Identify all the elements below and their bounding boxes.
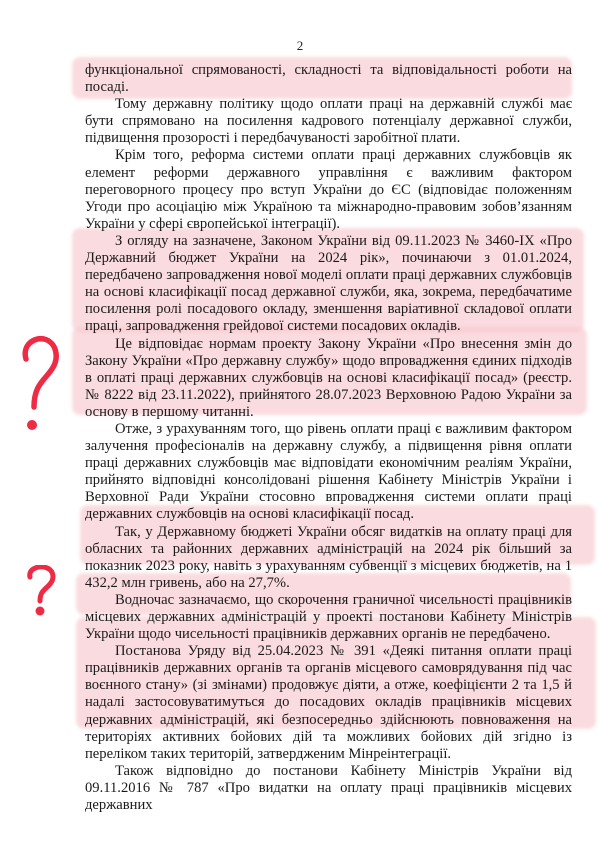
paragraph: Також відповідно до постанови Кабінету Міністрів України від 09.11.2016 № 787 «Про видатки на оплату праці працівників місцевих державних bbox=[85, 762, 572, 814]
paragraph: З огляду на зазначене, Законом України від 09.11.2023 № 3460-IX «Про Державний бюджет України на 2024 рік», починаючи з 01.01.2024, передбачено запровадження нової моделі оплати праці державних службовців на основі класифікації посад державної служби, яка, зокрема, передбачатиме посилення ролі посадового окладу, зменшення варіативної складової оплати праці, запровадження грейдової системи посадових окладів. bbox=[85, 232, 572, 335]
document-body bbox=[85, 62, 572, 814]
paragraph: Це відповідає нормам проекту Закону України «Про внесення змін до Закону України «Про державну службу» щодо впровадження єдиних підходів в оплаті праці державних службовців на основі класифікації посад» (реєстр. № 8222 від 23.11.2022), прийнятого 28.07.2023 Верховною Радою України за основу в першому читанні. bbox=[85, 335, 572, 420]
paragraph: Тому державну політику щодо оплати праці на державній службі має бути спрямовано на посилення кадрового потенціалу державної служби, підвищення прозорості і передбачуваності заробітної плати. bbox=[85, 96, 572, 147]
question-mark-icon bbox=[18, 335, 62, 435]
paragraph: Постанова Уряду від 25.04.2023 № 391 «Деякі питання оплати праці працівників державних органів та органів місцевого самоврядування під час воєнного стану» (зі змінами) продовжує діяти, а отже, коефіцієнти 2 та 1,5 й надалі застосовуватимуться до посадових окладів працівників місцевих державних адміністрацій, які безпосередньо здійснюють повноваження на територіях активних бойових дій та можливих бойових дій згідно із переліком таких територій, затвердженим Мінреінтеграції. bbox=[85, 643, 572, 762]
paragraph: функціональної спрямованості, складності та відповідальності роботи на посаді. bbox=[85, 62, 572, 96]
question-mark-icon bbox=[24, 565, 58, 617]
page-number: 2 bbox=[296, 38, 304, 53]
paragraph: Отже, з урахуванням того, що рівень оплати праці є важливим фактором залучення професіоналів на державну службу, а підвищення рівня оплати праці державних службовців має відповідати економічним реаліям України, прийнято відповідні консолідовані рішення Кабінету Міністрів України і Верховної Ради України стосовно впровадження системи оплати праці державних службовців на основі класифікації посад. bbox=[85, 420, 572, 523]
paragraph: Крім того, реформа системи оплати праці державних службовців як елемент реформи державного управління є важливим фактором переговорного процесу про вступ України до ЄС (відповідає положенням Угоди про асоціацію між Україною та міжнародно-правовим зобов’язанням України у сфері європейської інтеграції). bbox=[85, 147, 572, 232]
paragraph: Водночас зазначаємо, що скорочення граничної чисельності працівників місцевих державних адміністрацій у проекті постанови Кабінету Міністрів України щодо чисельності працівників державних органів не передбачено. bbox=[85, 591, 572, 643]
paragraph: Так, у Державному бюджеті України обсяг видатків на оплату праці для обласних та районних державних адміністрацій на 2024 рік більший за показник 2023 року, навіть з урахуванням субвенції з місцевих бюджетів, на 1 432,2 млн гривень, або на 27,7%. bbox=[85, 523, 572, 591]
